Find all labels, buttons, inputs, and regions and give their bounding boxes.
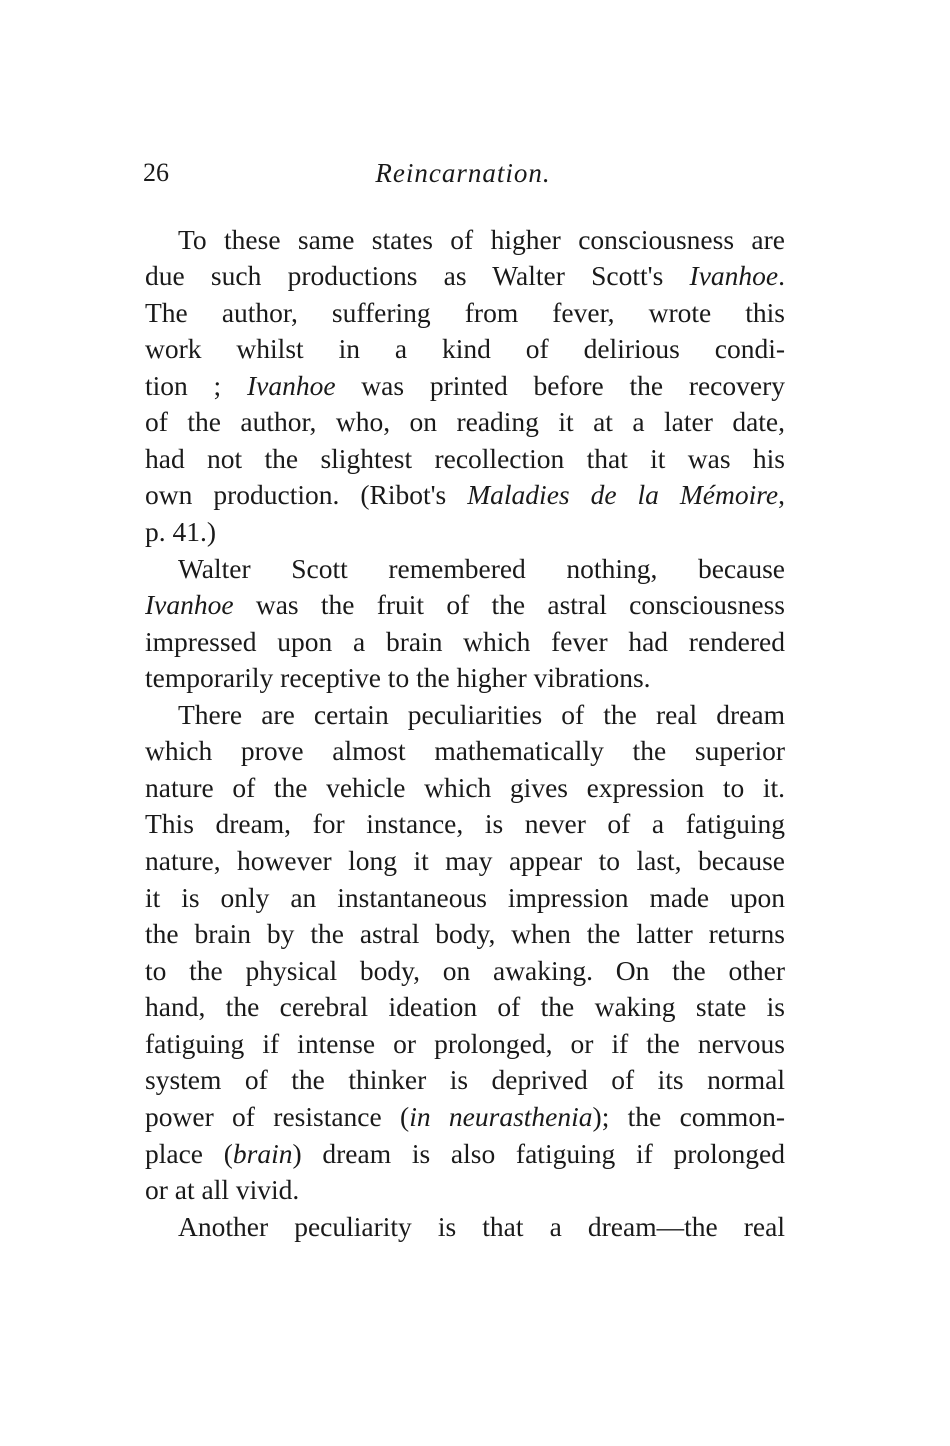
text-line: or at all vivid. (145, 1174, 300, 1205)
text-line: nature of the vehicle which gives expression to it. (145, 772, 785, 803)
text-line: Ivanhoe was the fruit of the astral consciousness (145, 589, 785, 620)
text-line: Another peculiarity is that a dream—the real (178, 1211, 785, 1242)
text-line: the brain by the astral body, when the latter returns (145, 918, 785, 949)
text-line: of the author, who, on reading it at a later date, (145, 406, 785, 437)
text-line: to the physical body, on awaking. On the other (145, 955, 785, 986)
text-line: system of the thinker is deprived of its normal (145, 1064, 785, 1095)
text-line: The author, suffering from fever, wrote this (145, 297, 785, 328)
text-line: which prove almost mathematically the superior (145, 735, 785, 766)
text-line: To these same states of higher consciousness are (178, 224, 785, 255)
text-line: fatiguing if intense or prolonged, or if the nervous (145, 1028, 785, 1059)
text-line: This dream, for instance, is never of a fatiguing (145, 808, 785, 839)
text-line: place (brain) dream is also fatiguing if prolonged (145, 1138, 785, 1169)
text-line: Walter Scott remembered nothing, because (178, 553, 785, 584)
text-line: power of resistance (in neurasthenia); the common- (145, 1101, 785, 1132)
text-line: it is only an instantaneous impression made upon (145, 882, 785, 913)
text-line: temporarily receptive to the higher vibrations. (145, 662, 651, 693)
text-line: There are certain peculiarities of the real dream (178, 699, 785, 730)
page-header (143, 158, 783, 198)
text-line: nature, however long it may appear to last, because (145, 845, 785, 876)
running-title: Reincarnation. (375, 158, 551, 188)
text-line: own production. (Ribot's Maladies de la Mémoire, (145, 479, 785, 510)
text-line: work whilst in a kind of delirious condi- (145, 333, 785, 364)
text-line: tion ; Ivanhoe was printed before the recovery (145, 370, 785, 401)
page-number: 26 (143, 158, 169, 187)
text-line: had not the slightest recollection that it was his (145, 443, 785, 474)
text-line: due such productions as Walter Scott's Ivanhoe. (145, 260, 785, 291)
text-line: impressed upon a brain which fever had rendered (145, 626, 785, 657)
text-line: hand, the cerebral ideation of the waking state is (145, 991, 785, 1022)
text-line: p. 41.) (145, 516, 217, 547)
